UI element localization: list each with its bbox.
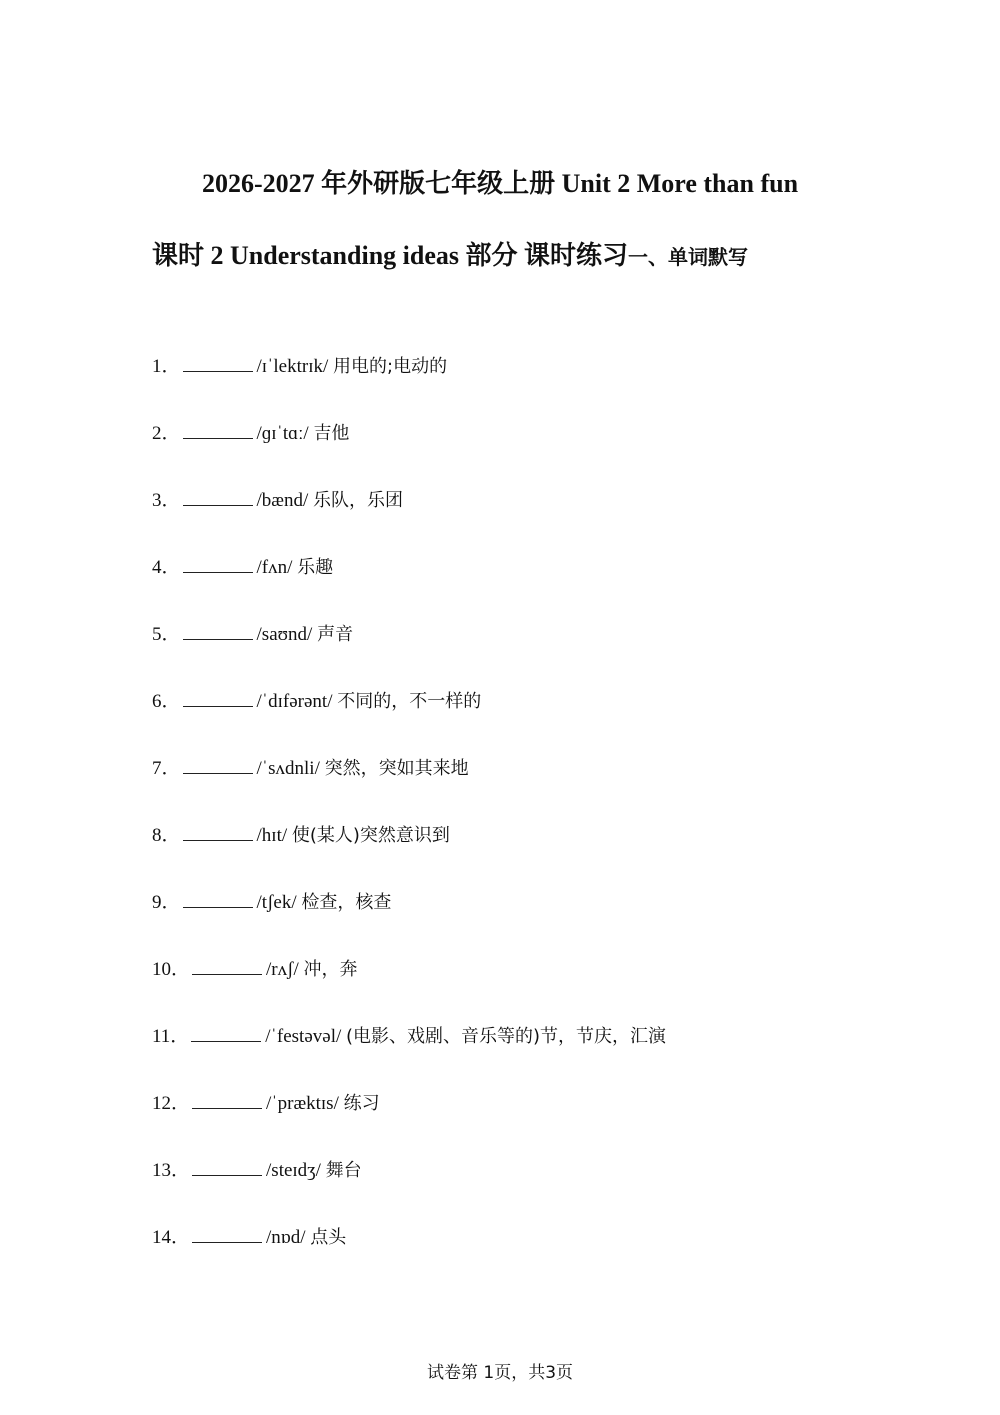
page-title-line2 [152, 243, 748, 269]
list-item [152, 823, 450, 845]
list-item [152, 689, 481, 711]
meaning-text: 吉他 [313, 423, 350, 444]
answer-blank[interactable] [183, 555, 253, 573]
phonetic-text: /saʊnd/ [256, 624, 313, 645]
list-item [152, 1024, 666, 1046]
answer-blank[interactable] [191, 1024, 261, 1042]
meaning-text: 冲，奔 [303, 959, 358, 980]
phonetic-text: /steɪdʒ/ [266, 1160, 321, 1181]
item-number: 6． [152, 691, 181, 712]
meaning-text: 练习 [343, 1093, 380, 1114]
item-number: 12． [152, 1093, 191, 1114]
item-number: 13． [152, 1160, 191, 1181]
list-item [152, 622, 353, 644]
answer-blank[interactable] [192, 1225, 262, 1243]
item-number: 8． [152, 825, 181, 846]
page-title-line1: 2026-2027 年外研版七年级上册 Unit 2 More than fun [201, 169, 799, 198]
phonetic-text: /ˈsʌdnli/ [256, 758, 320, 779]
item-number: 10． [152, 959, 191, 980]
list-item [152, 756, 469, 778]
page-footer: 试卷第 1页，共3页 [426, 1363, 574, 1383]
phonetic-text: /ɪˈlektrɪk/ [256, 356, 329, 377]
meaning-text: (电影、戏剧、音乐等的)节，节庆，汇演 [346, 1026, 667, 1047]
item-number: 9． [152, 892, 181, 913]
answer-blank[interactable] [183, 823, 253, 841]
list-item [152, 1158, 362, 1180]
answer-blank[interactable] [192, 1158, 262, 1176]
list-item [152, 555, 333, 577]
phonetic-text: /hɪt/ [256, 825, 288, 846]
meaning-text: 乐趣 [297, 557, 334, 578]
list-item [152, 957, 357, 979]
list-item [152, 890, 391, 912]
phonetic-text: /rʌʃ/ [266, 959, 299, 980]
list-item [152, 354, 447, 376]
item-number: 7． [152, 758, 181, 779]
phonetic-text: /nɒd/ [266, 1227, 306, 1248]
item-number: 1． [152, 356, 181, 377]
item-number: 11． [152, 1026, 190, 1047]
meaning-text: 用电的;电动的 [333, 356, 448, 377]
list-item [152, 421, 349, 443]
list-item [152, 488, 403, 510]
meaning-text: 舞台 [325, 1160, 362, 1181]
item-number: 4． [152, 557, 181, 578]
phonetic-text: /ˈfestəvəl/ [265, 1026, 342, 1047]
page-title-line2-text: 课时 2 Understanding ideas 部分 课时练习 [152, 241, 628, 270]
phonetic-text: /fʌn/ [256, 557, 293, 578]
answer-blank[interactable] [192, 1091, 262, 1109]
item-number: 2． [152, 423, 181, 444]
list-item [152, 1225, 346, 1247]
answer-blank[interactable] [183, 622, 253, 640]
meaning-text: 声音 [317, 624, 354, 645]
answer-blank[interactable] [183, 354, 253, 372]
answer-blank[interactable] [192, 957, 262, 975]
meaning-text: 检查，核查 [301, 892, 392, 913]
section-label: 一、单词默写 [628, 245, 748, 269]
item-number: 3． [152, 490, 181, 511]
answer-blank[interactable] [183, 421, 253, 439]
meaning-text: 点头 [310, 1227, 347, 1248]
meaning-text: 突然，突如其来地 [324, 758, 469, 779]
meaning-text: 不同的，不一样的 [337, 691, 482, 712]
answer-blank[interactable] [183, 756, 253, 774]
item-number: 5． [152, 624, 181, 645]
meaning-text: 乐队，乐团 [313, 490, 403, 511]
item-number: 14． [152, 1227, 191, 1248]
phonetic-text: /bænd/ [256, 490, 309, 511]
answer-blank[interactable] [183, 689, 253, 707]
phonetic-text: /ˈpræktɪs/ [266, 1093, 339, 1114]
meaning-text: 使(某人)突然意识到 [291, 825, 450, 846]
phonetic-text: /ˈdɪfərənt/ [256, 691, 333, 712]
phonetic-text: /ɡɪˈtɑː/ [256, 423, 309, 444]
phonetic-text: /tʃek/ [256, 892, 297, 913]
answer-blank[interactable] [183, 890, 253, 908]
list-item [152, 1091, 380, 1113]
answer-blank[interactable] [183, 488, 253, 506]
